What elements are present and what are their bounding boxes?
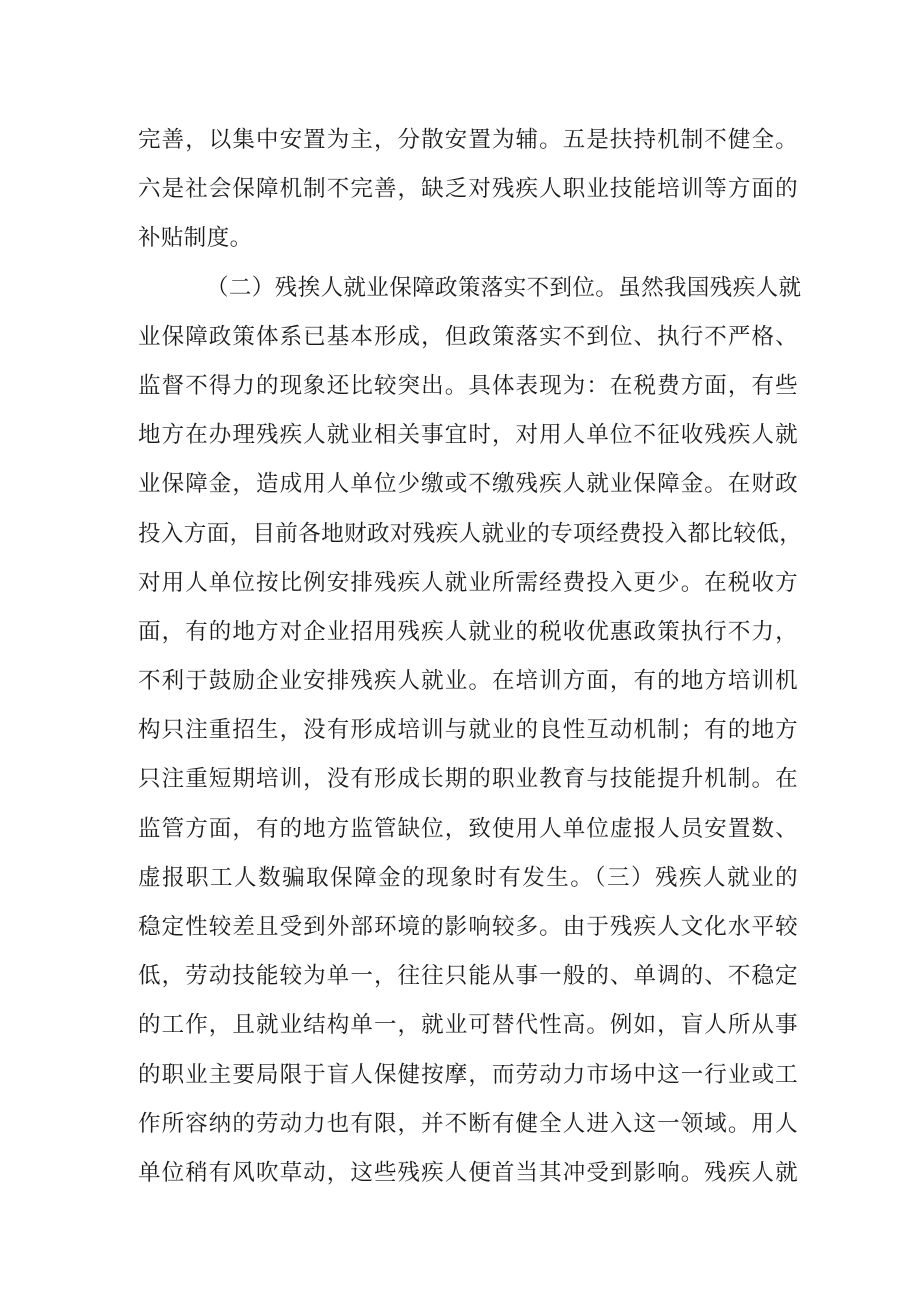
text-line-6: 监督不得力的现象还比较突出。具体表现为：在税费方面，有些 — [138, 372, 798, 399]
text-line-14: 只注重短期培训，没有形成长期的职业教育与技能提升机制。在 — [138, 766, 798, 793]
text-line-3: 补贴制度。 — [138, 225, 253, 252]
text-line-22: 单位稍有风吹草动，这些残疾人便首当其冲受到影响。残疾人就 — [138, 1159, 798, 1186]
text-line-8: 业保障金，造成用人单位少缴或不缴残疾人就业保障金。在财政 — [138, 471, 798, 498]
text-line-12: 不利于鼓励企业安排残疾人就业。在培训方面，有的地方培训机 — [138, 668, 798, 695]
text-line-13: 构只注重招生，没有形成培训与就业的良性互动机制；有的地方 — [138, 717, 798, 744]
text-line-20: 的职业主要局限于盲人保健按摩，而劳动力市场中这一行业或工 — [138, 1061, 798, 1088]
text-line-11: 面，有的地方对企业招用残疾人就业的税收优惠政策执行不力， — [138, 618, 798, 645]
text-line-1: 完善，以集中安置为主，分散安置为辅。五是扶持机制不健全。 — [138, 127, 798, 153]
text-line-19: 的工作，且就业结构单一，就业可替代性高。例如，盲人所从事 — [138, 1012, 798, 1039]
text-line-5: 业保障政策体系已基本形成，但政策落实不到位、执行不严格、 — [138, 323, 798, 350]
text-line-9: 投入方面，目前各地财政对残疾人就业的专项经费投入都比较低， — [138, 520, 803, 547]
body-text — [138, 116, 803, 1198]
text-line-17: 稳定性较差且受到外部环境的影响较多。由于残疾人文化水平较 — [138, 914, 798, 940]
text-line-18: 低，劳动技能较为单一，往往只能从事一般的、单调的、不稳定 — [138, 963, 798, 990]
text-line-7: 地方在办理残疾人就业相关事宜时，对用人单位不征收残疾人就 — [138, 422, 798, 449]
text-line-15: 监管方面，有的地方监管缺位，致使用人单位虚报人员安置数、 — [138, 815, 798, 842]
text-line-16: 虚报职工人数骗取保障金的现象时有发生。（三）残疾人就业的 — [138, 864, 798, 891]
text-line-2: 六是社会保障机制不完善，缺乏对残疾人职业技能培训等方面的 — [138, 176, 798, 203]
text-line-10: 对用人单位按比例安排残疾人就业所需经费投入更少。在税收方 — [138, 569, 798, 596]
text-line-21: 作所容纳的劳动力也有限，并不断有健全人进入这一领域。用人 — [138, 1110, 798, 1137]
text-line-4: （二）残挨人就业保障政策落实不到位。虽然我国残疾人就 — [206, 274, 802, 301]
